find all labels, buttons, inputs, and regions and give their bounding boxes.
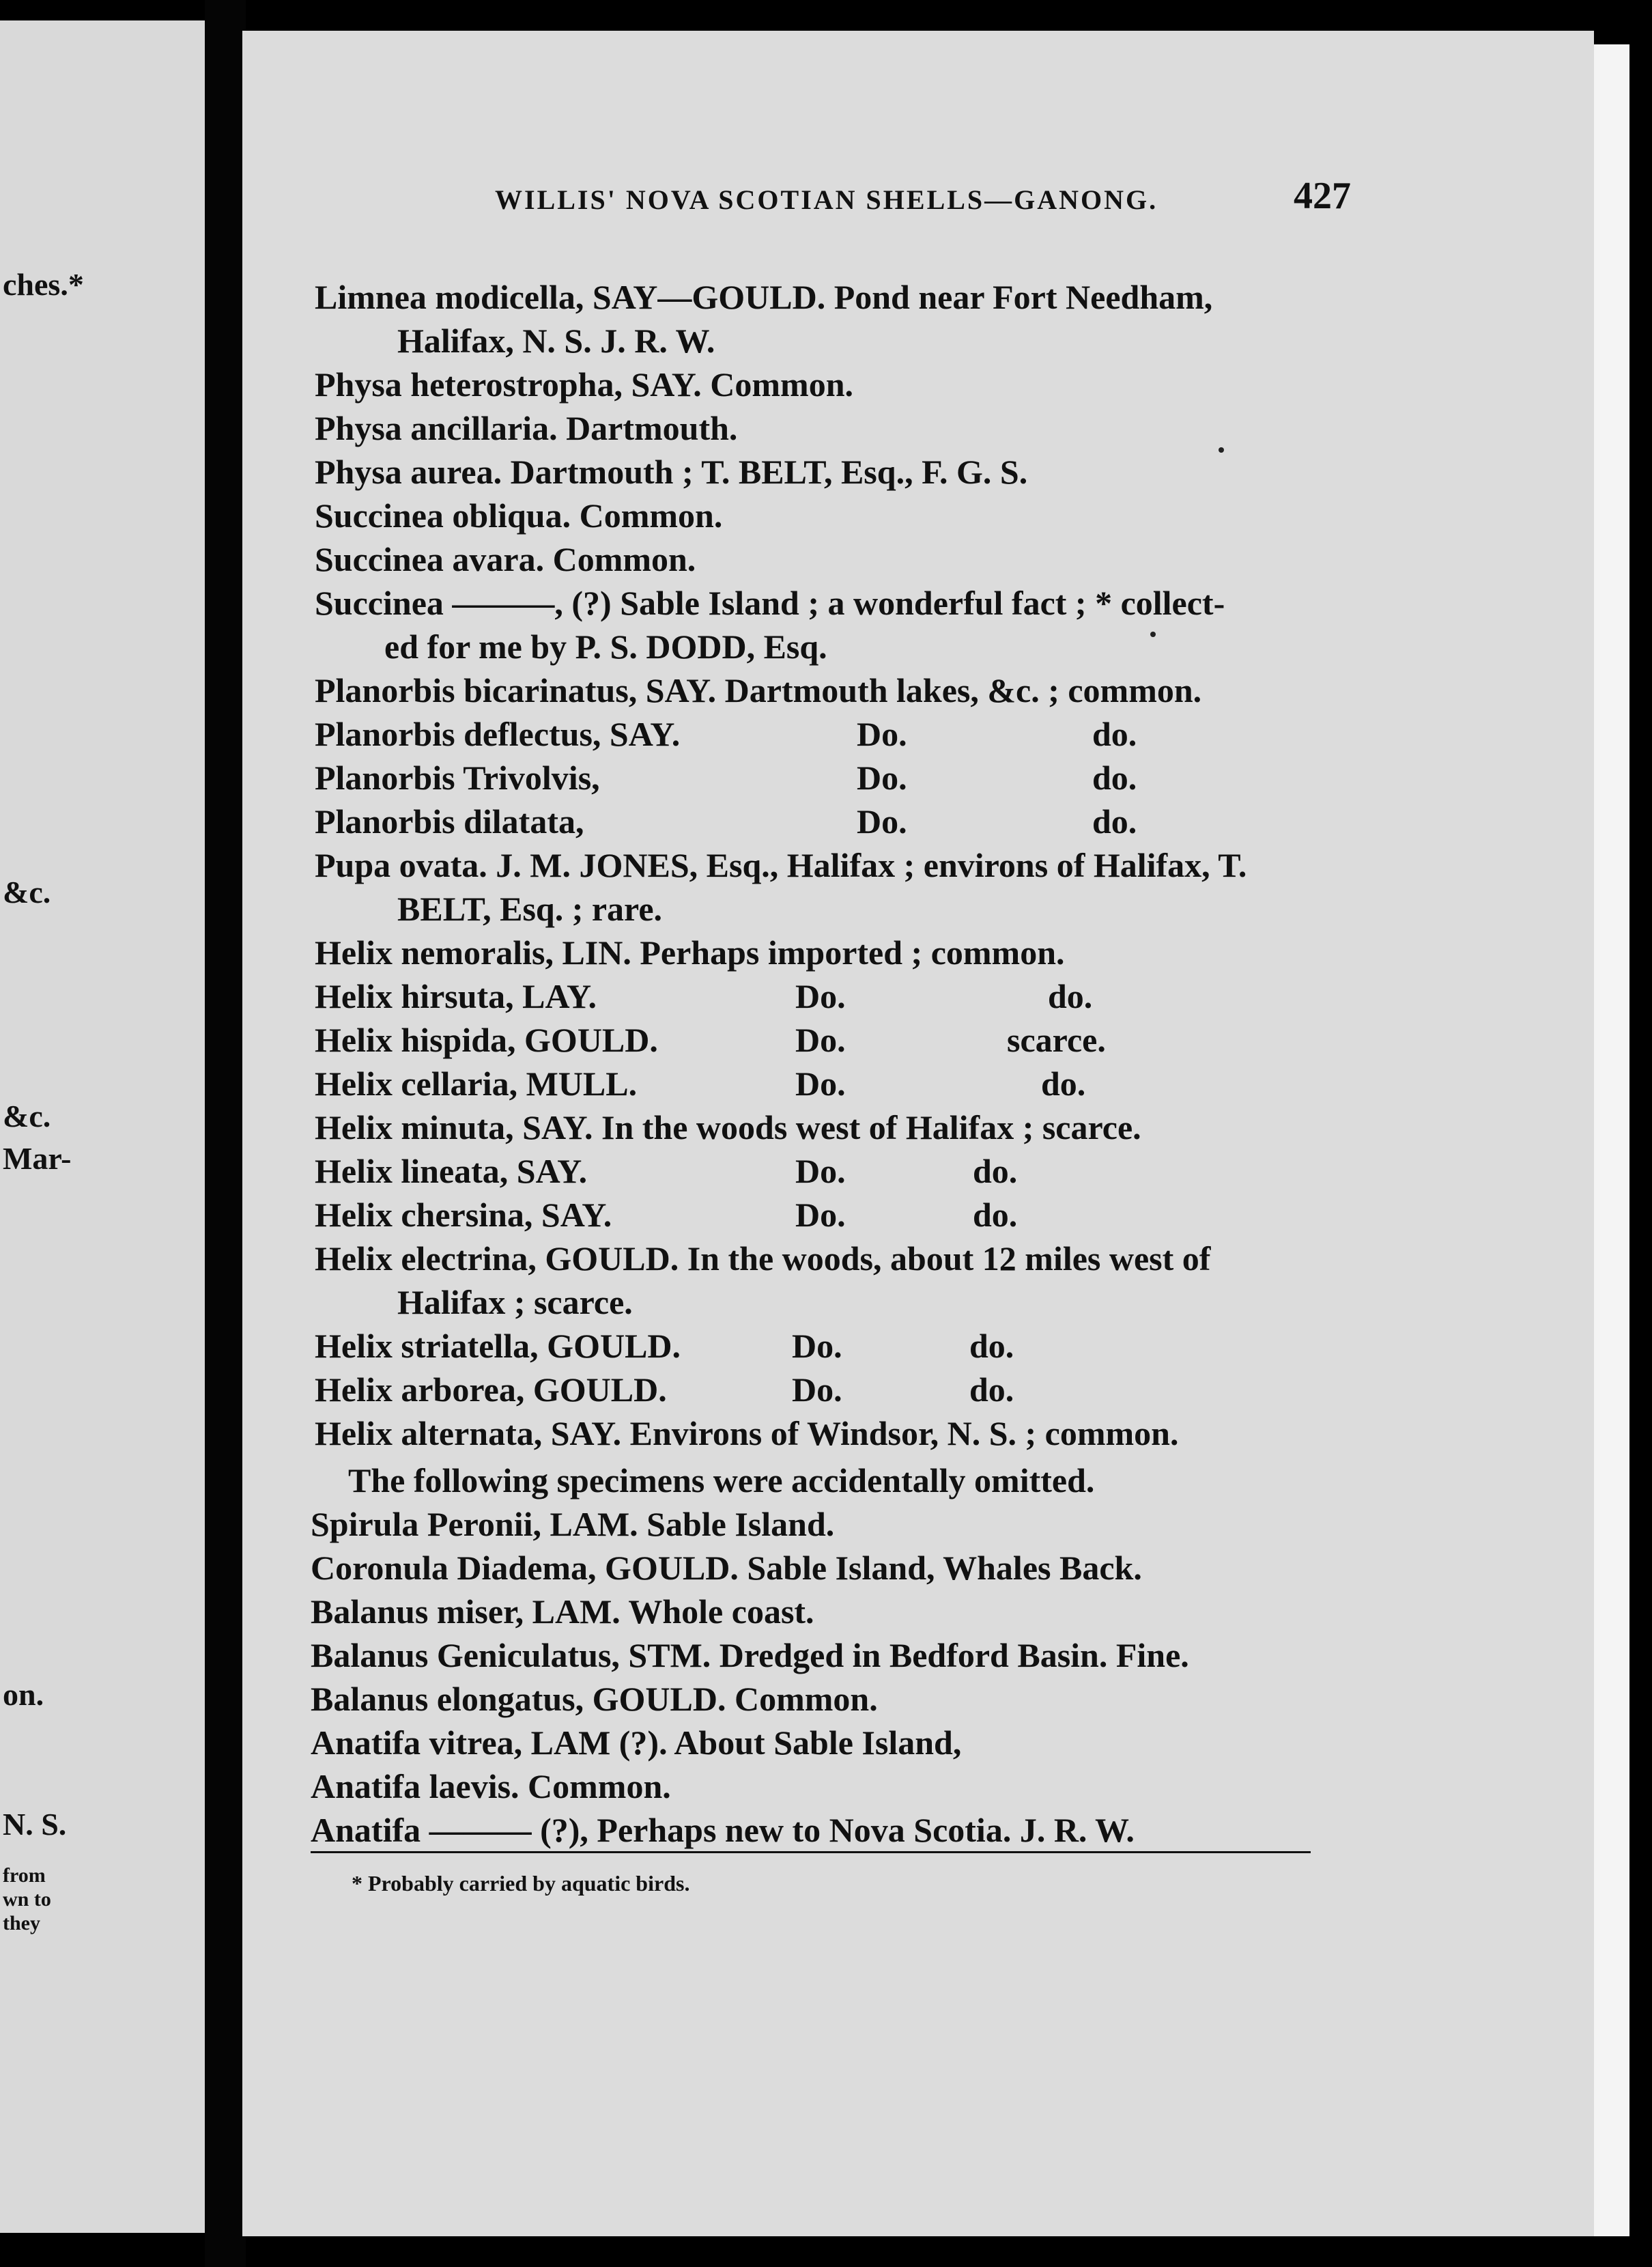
entry-text: Helix electrina, GOULD. In the woods, about 12 miles west of [315,1239,1211,1278]
text-line [311,1810,1135,1850]
entry-text: Helix striatella, GOULD. [315,1327,681,1365]
text-line [348,1460,1094,1501]
ditto-column-a: Do. [857,715,907,753]
prev-fragment: they [3,1912,40,1934]
text-line [311,1722,961,1763]
ditto-column-b: do. [973,1196,1018,1234]
entry-text: Physa ancillaria. Dartmouth. [315,409,738,447]
ink-speck [1150,632,1156,637]
text-line [315,757,600,798]
text-line [311,1635,1189,1676]
text-line [315,845,1247,886]
text-line [315,451,1027,492]
entry-text: Helix chersina, SAY. [315,1196,612,1234]
entry-text: Pupa ovata. J. M. JONES, Esq., Halifax ; environs of Halifax, T. [315,846,1247,884]
entry-text: Helix cellaria, MULL. [315,1065,638,1103]
text-line [315,976,597,1017]
text-line [397,1282,633,1323]
ditto-column-a: Do. [795,1021,846,1059]
text-line [315,1107,1141,1148]
entry-text: Balanus Geniculatus, STM. Dredged in Bedford Basin. Fine. [311,1636,1189,1674]
ditto-column-a: Do. [857,759,907,797]
text-line [311,1678,878,1719]
text-line [315,932,1065,973]
entry-text: Helix hispida, GOULD. [315,1021,658,1059]
entry-text: Helix lineata, SAY. [315,1152,588,1190]
entry-text: Planorbis dilatata, [315,802,584,841]
entry-text: Anatifa ——— (?), Perhaps new to Nova Scotia. J. R. W. [311,1811,1135,1849]
prev-fragment: &c. [3,875,51,910]
text-line [315,801,584,842]
text-line [311,1766,671,1807]
ditto-column-b: do. [1048,977,1093,1015]
entry-text: Planorbis deflectus, SAY. [315,715,681,753]
entry-text: Balanus elongatus, GOULD. Common. [311,1680,878,1718]
running-head [242,174,1594,222]
text-line [311,1547,1142,1588]
text-line [311,1504,834,1545]
entry-text: Helix arborea, GOULD. [315,1370,667,1409]
entry-text: Halifax, N. S. J. R. W. [397,322,715,360]
entry-text: Planorbis bicarinatus, SAY. Dartmouth lakes, &c. ; common. [315,671,1202,709]
entry-text: Spirula Peronii, LAM. Sable Island. [311,1505,835,1543]
ditto-column-a: Do. [857,802,907,841]
text-line [315,1413,1178,1454]
text-line [315,495,722,536]
ditto-column-b: do. [973,1152,1018,1190]
entry-text: ed for me by P. S. DODD, Esq. [384,628,827,666]
entry-text: Succinea ———, (?) Sable Island ; a wonderful fact ; * collect- [315,584,1225,622]
footnote-rule [311,1851,1311,1853]
ditto-column-a: Do. [795,1065,846,1103]
text-line [384,626,827,667]
ditto-column-a: Do. [792,1370,842,1409]
ditto-column-b: do. [1092,802,1137,841]
entry-text: Succinea avara. Common. [315,540,696,578]
text-line [315,539,696,580]
entry-text: Balanus miser, LAM. Whole coast. [311,1592,814,1631]
entry-text: Halifax ; scarce. [397,1283,633,1321]
entry-text: Limnea modicella, SAY—GOULD. Pond near Fort Needham, [315,278,1213,316]
text-line [315,1063,637,1104]
ditto-column-a: Do. [795,1152,846,1190]
prev-fragment: N. S. [3,1807,67,1842]
running-head-title: WILLIS' NOVA SCOTIAN SHELLS—GANONG. [495,184,1158,215]
text-line [315,1325,681,1366]
text-line [315,1019,658,1060]
entry-text: Helix hirsuta, LAY. [315,977,597,1015]
entry-text: Physa aurea. Dartmouth ; T. BELT, Esq., F. G. S. [315,453,1028,491]
entry-text: Helix alternata, SAY. Environs of Windsor, N. S. ; common. [315,1414,1179,1452]
text-line [315,408,737,449]
text-line [397,888,662,929]
text-line [315,1151,587,1192]
ink-speck [1219,447,1224,453]
ditto-column-b: do. [1092,715,1137,753]
entry-text: Physa heterostropha, SAY. Common. [315,365,854,404]
entry-text: Coronula Diadema, GOULD. Sable Island, Whales Back. [311,1549,1142,1587]
text-line [315,364,853,405]
text-line [311,1591,814,1632]
entry-text: Helix nemoralis, LIN. Perhaps imported ; common. [315,933,1065,972]
entry-text: Anatifa laevis. Common. [311,1767,671,1805]
ditto-column-b: do. [1092,759,1137,797]
text-line [315,1238,1210,1279]
page-edge [1594,44,1629,2236]
text-line [315,1194,612,1235]
entry-text: Succinea obliqua. Common. [315,496,723,535]
prev-fragment: &c. [3,1099,51,1134]
footnote: * Probably carried by aquatic birds. [352,1871,690,1896]
text-line [315,1369,667,1410]
text-line [315,277,1212,318]
book-gutter [205,0,246,2267]
ditto-column-a: Do. [795,977,846,1015]
previous-page-edge [0,20,205,2233]
ditto-column-a: Do. [795,1196,846,1234]
ditto-column-a: Do. [792,1327,842,1365]
entry-text: The following specimens were accidentally omitted. [348,1461,1095,1499]
prev-fragment: Mar- [3,1141,72,1176]
book-page [242,31,1594,2236]
page-number: 427 [1294,175,1351,217]
text-line [315,714,680,755]
ditto-column-b: do. [969,1327,1014,1365]
prev-fragment: on. [3,1677,44,1712]
text-line [315,582,1225,623]
ditto-column-b: do. [1041,1065,1086,1103]
entry-text: Planorbis Trivolvis, [315,759,600,797]
text-line [397,320,715,361]
entry-text: Helix minuta, SAY. In the woods west of Halifax ; scarce. [315,1108,1141,1146]
prev-fragment: from [3,1864,46,1887]
text-line [315,670,1201,711]
ditto-column-b: do. [969,1370,1014,1409]
prev-fragment: wn to [3,1888,51,1911]
ditto-column-b: scarce. [1007,1021,1106,1059]
entry-text: BELT, Esq. ; rare. [397,890,663,928]
entry-text: Anatifa vitrea, LAM (?). About Sable Island, [311,1723,962,1762]
prev-fragment: ches.* [3,267,84,302]
